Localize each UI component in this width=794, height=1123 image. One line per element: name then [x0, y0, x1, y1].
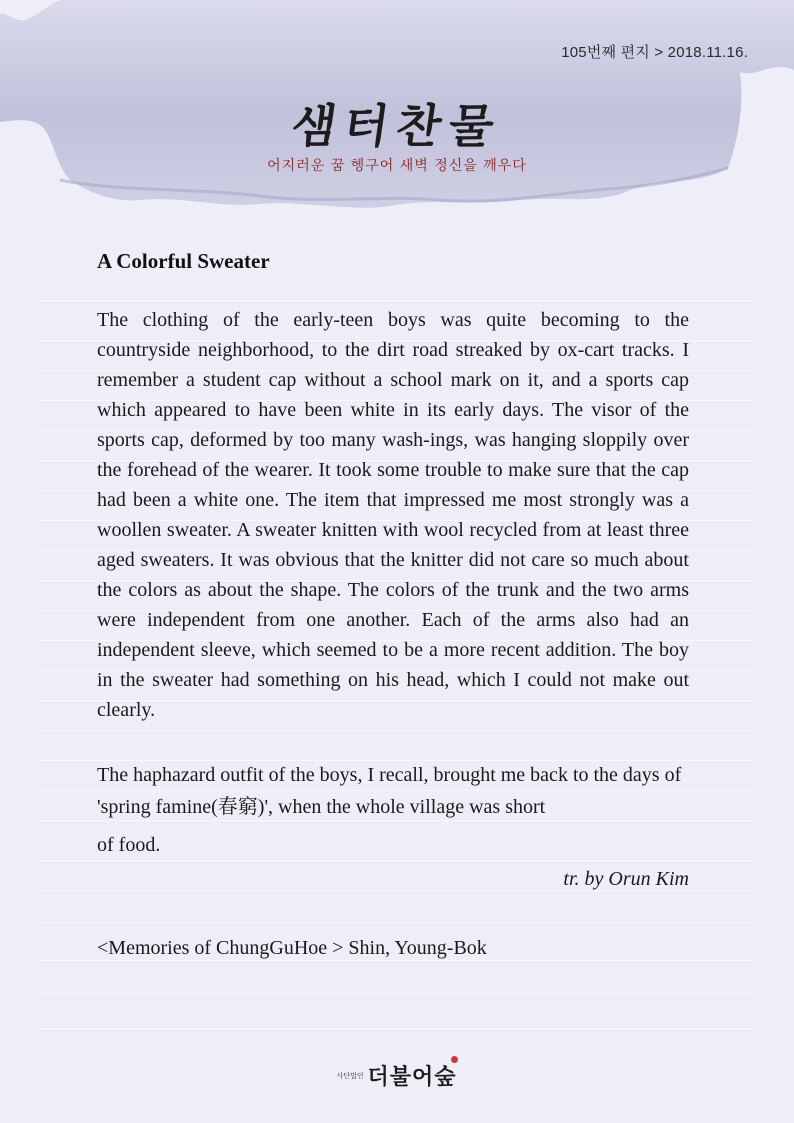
seal-icon: [451, 1056, 458, 1063]
article-paragraph-2: The haphazard outfit of the boys, I recall, brought me back to the days of 'spring famine(春窮)', when the whole village was short: [97, 764, 682, 818]
logo-small-text: 사단법인: [336, 1071, 364, 1080]
article-title: A Colorful Sweater: [97, 249, 270, 273]
logo-text: 더불어숲: [367, 1065, 457, 1090]
issue-date: 105번째 편지 > 2018.11.16.: [561, 44, 748, 61]
ruled-line: [40, 993, 754, 994]
article-paragraph-2-end: of food.: [97, 834, 161, 856]
article-paragraph-1: The clothing of the early-teen boys was quite becoming to the countryside neighborhood, to the dirt road streaked by ox-cart tracks. I remember a student cap without a school mark on it, and a sports cap which appeared to have been white in its early days. The visor of the sports cap, deformed by too many wash-ings, was hanging sloppily over the forehead of the wearer. It took some trouble to make sure that the cap had been a white one. The item that impressed me most strongly was a woollen sweater. A sweater knitten with wool recycled from at least three aged sweaters. It was obvious that the knitter did not care so much about the colors as about the shape. The colors of the trunk and the two arms were independent from one another. Each of the arms also had an independent sleeve, which seemed to be a more recent addition. The boy in the sweater had something on his head, which I could not make out clearly.: [97, 309, 689, 721]
brand-calligraphy: 샘터찬물: [287, 99, 506, 153]
tagline: 어지러운 꿈 헹구어 새벽 정신을 깨우다: [267, 158, 527, 174]
translator-credit: tr. by Orun Kim: [563, 868, 689, 890]
source-citation: <Memories of ChungGuHoe > Shin, Young-Bok: [97, 937, 487, 959]
ruled-line: [40, 1028, 754, 1029]
footer-logo: [0, 1060, 794, 1091]
ruled-line: [40, 300, 754, 301]
ruled-line: [40, 730, 754, 731]
ruled-line: [40, 922, 754, 923]
ruled-line: [40, 860, 754, 861]
